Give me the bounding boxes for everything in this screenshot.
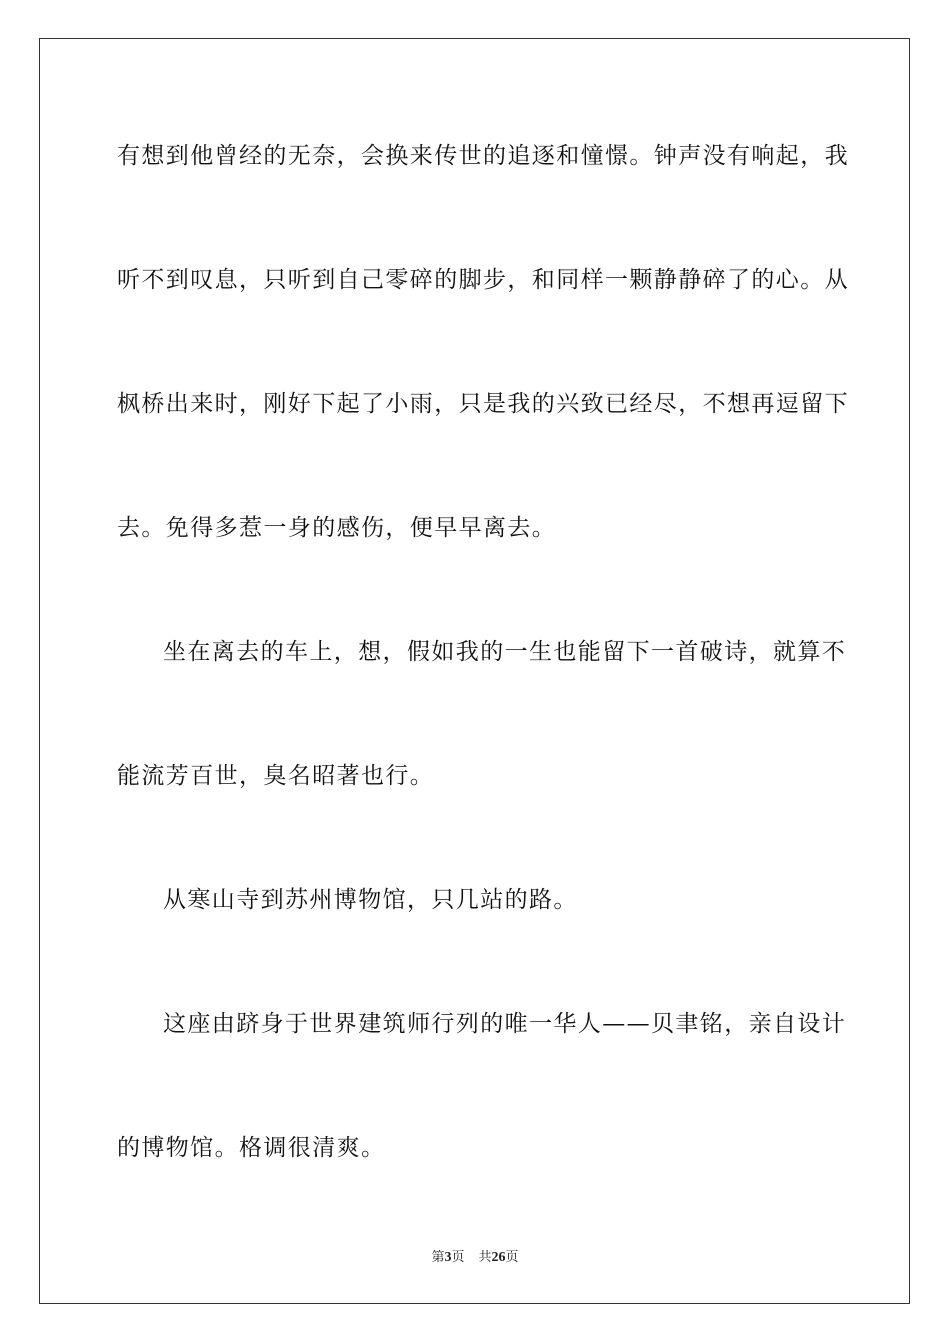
page-suffix: 页	[451, 1250, 465, 1265]
total-prefix: 共	[478, 1250, 492, 1265]
text-line-1: 有想到他曾经的无奈，会换来传世的追逐和憧憬。钟声没有响起，我	[117, 143, 849, 169]
text-line-2: 听不到叹息，只听到自己零碎的脚步，和同样一颗静静碎了的心。从	[117, 267, 849, 293]
text-line-9: 的博物馆。格调很清爽。	[117, 1135, 386, 1161]
text-line-7: 从寒山寺到苏州博物馆，只几站的路。	[163, 887, 578, 913]
text-line-8: 这座由跻身于世界建筑师行列的唯一华人——贝聿铭，亲自设计	[163, 1011, 847, 1037]
total-pages: 26	[491, 1250, 506, 1265]
text-line-3: 枫桥出来时，刚好下起了小雨，只是我的兴致已经尽，不想再逗留下	[117, 391, 849, 417]
text-line-6: 能流芳百世，臭名昭著也行。	[117, 763, 435, 789]
page-number: 3	[444, 1250, 452, 1265]
text-line-5: 坐在离去的车上，想，假如我的一生也能留下一首破诗，就算不	[163, 639, 847, 665]
page-footer	[0, 1246, 950, 1266]
text-line-4: 去。免得多惹一身的感伤，便早早离去。	[117, 515, 557, 541]
page-prefix: 第	[431, 1250, 445, 1265]
total-suffix: 页	[505, 1250, 519, 1265]
